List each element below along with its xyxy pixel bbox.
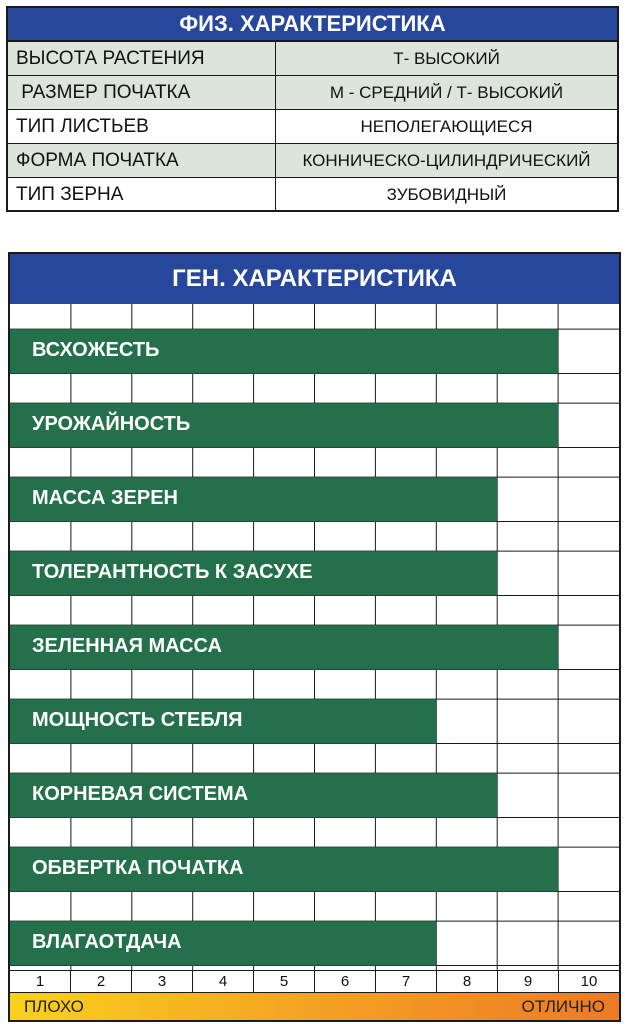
x-tick-label: 10 (580, 973, 598, 990)
x-tick-label: 5 (254, 971, 315, 992)
row-label: РАЗМЕР ПОЧАТКА (8, 76, 276, 109)
x-tick-label: 6 (315, 971, 376, 992)
table-row (8, 42, 617, 76)
bar-label: УРОЖАЙНОСТЬ (32, 413, 191, 436)
table-row (8, 76, 617, 110)
row-label: ТИП ЛИСТЬЕВ (8, 110, 276, 143)
scale-high-label: ОТЛИЧНО (521, 996, 605, 1016)
bar-label: КОРНЕВАЯ СИСТЕМА (32, 783, 249, 806)
bar (10, 699, 436, 743)
x-tick-label: 8 (437, 971, 498, 992)
bar (10, 921, 436, 965)
bar (10, 329, 558, 373)
x-tick-label: 7 (376, 971, 437, 992)
x-tick-label: 3 (132, 971, 193, 992)
physical-characteristics-table (6, 6, 619, 212)
table-row (8, 178, 617, 212)
bar-label: ОБВЕРТКА ПОЧАТКА (32, 857, 244, 880)
row-value: М - СРЕДНИЙ / Т- ВЫСОКИЙ (329, 82, 564, 102)
chart-title: ГЕН. ХАРАКТЕРИСТИКА (10, 254, 619, 304)
table-row (8, 110, 617, 144)
bar-label: ЗЕЛЕННАЯ МАССА (32, 635, 222, 658)
x-tick-label: 4 (193, 971, 254, 992)
bar-label: МАССА ЗЕРЕН (32, 487, 178, 510)
physical-table-title: ФИЗ. ХАРАКТЕРИСТИКА (8, 8, 617, 42)
bar (10, 625, 558, 669)
rating-scale-bar (10, 992, 619, 1020)
chart-plot-area (10, 304, 619, 970)
scale-low-label: ПЛОХО (24, 996, 84, 1016)
bar (10, 847, 558, 891)
bar-label: ВСХОЖЕСТЬ (32, 339, 160, 362)
x-tick-label: 1 (10, 971, 71, 992)
genetic-characteristics-chart (8, 252, 621, 1022)
bar-label: ТОЛЕРАНТНОСТЬ К ЗАСУХЕ (32, 561, 313, 584)
x-axis-ticks (10, 970, 619, 992)
chart-svg (10, 304, 619, 970)
row-label: ТИП ЗЕРНА (8, 178, 276, 212)
row-value: ЗУБОВИДНЫЙ (386, 185, 507, 204)
row-label: ФОРМА ПОЧАТКА (8, 144, 276, 177)
bar (10, 773, 497, 817)
row-value: НЕПОЛЕГАЮЩИЕСЯ (360, 116, 533, 136)
bar (10, 551, 497, 595)
bar (10, 403, 558, 447)
bar-label: ВЛАГАОТДАЧА (32, 931, 182, 954)
bar (10, 477, 497, 521)
x-tick-label: 9 (498, 971, 559, 992)
table-row (8, 144, 617, 178)
x-tick-label: 2 (71, 971, 132, 992)
row-value: КОННИЧЕСКО-ЦИЛИНДРИЧЕСКИЙ (302, 150, 591, 170)
bar-label: МОЩНОСТЬ СТЕБЛЯ (32, 709, 243, 732)
row-label: ВЫСОТА РАСТЕНИЯ (8, 42, 276, 75)
row-value: Т- ВЫСОКИЙ (393, 48, 500, 68)
